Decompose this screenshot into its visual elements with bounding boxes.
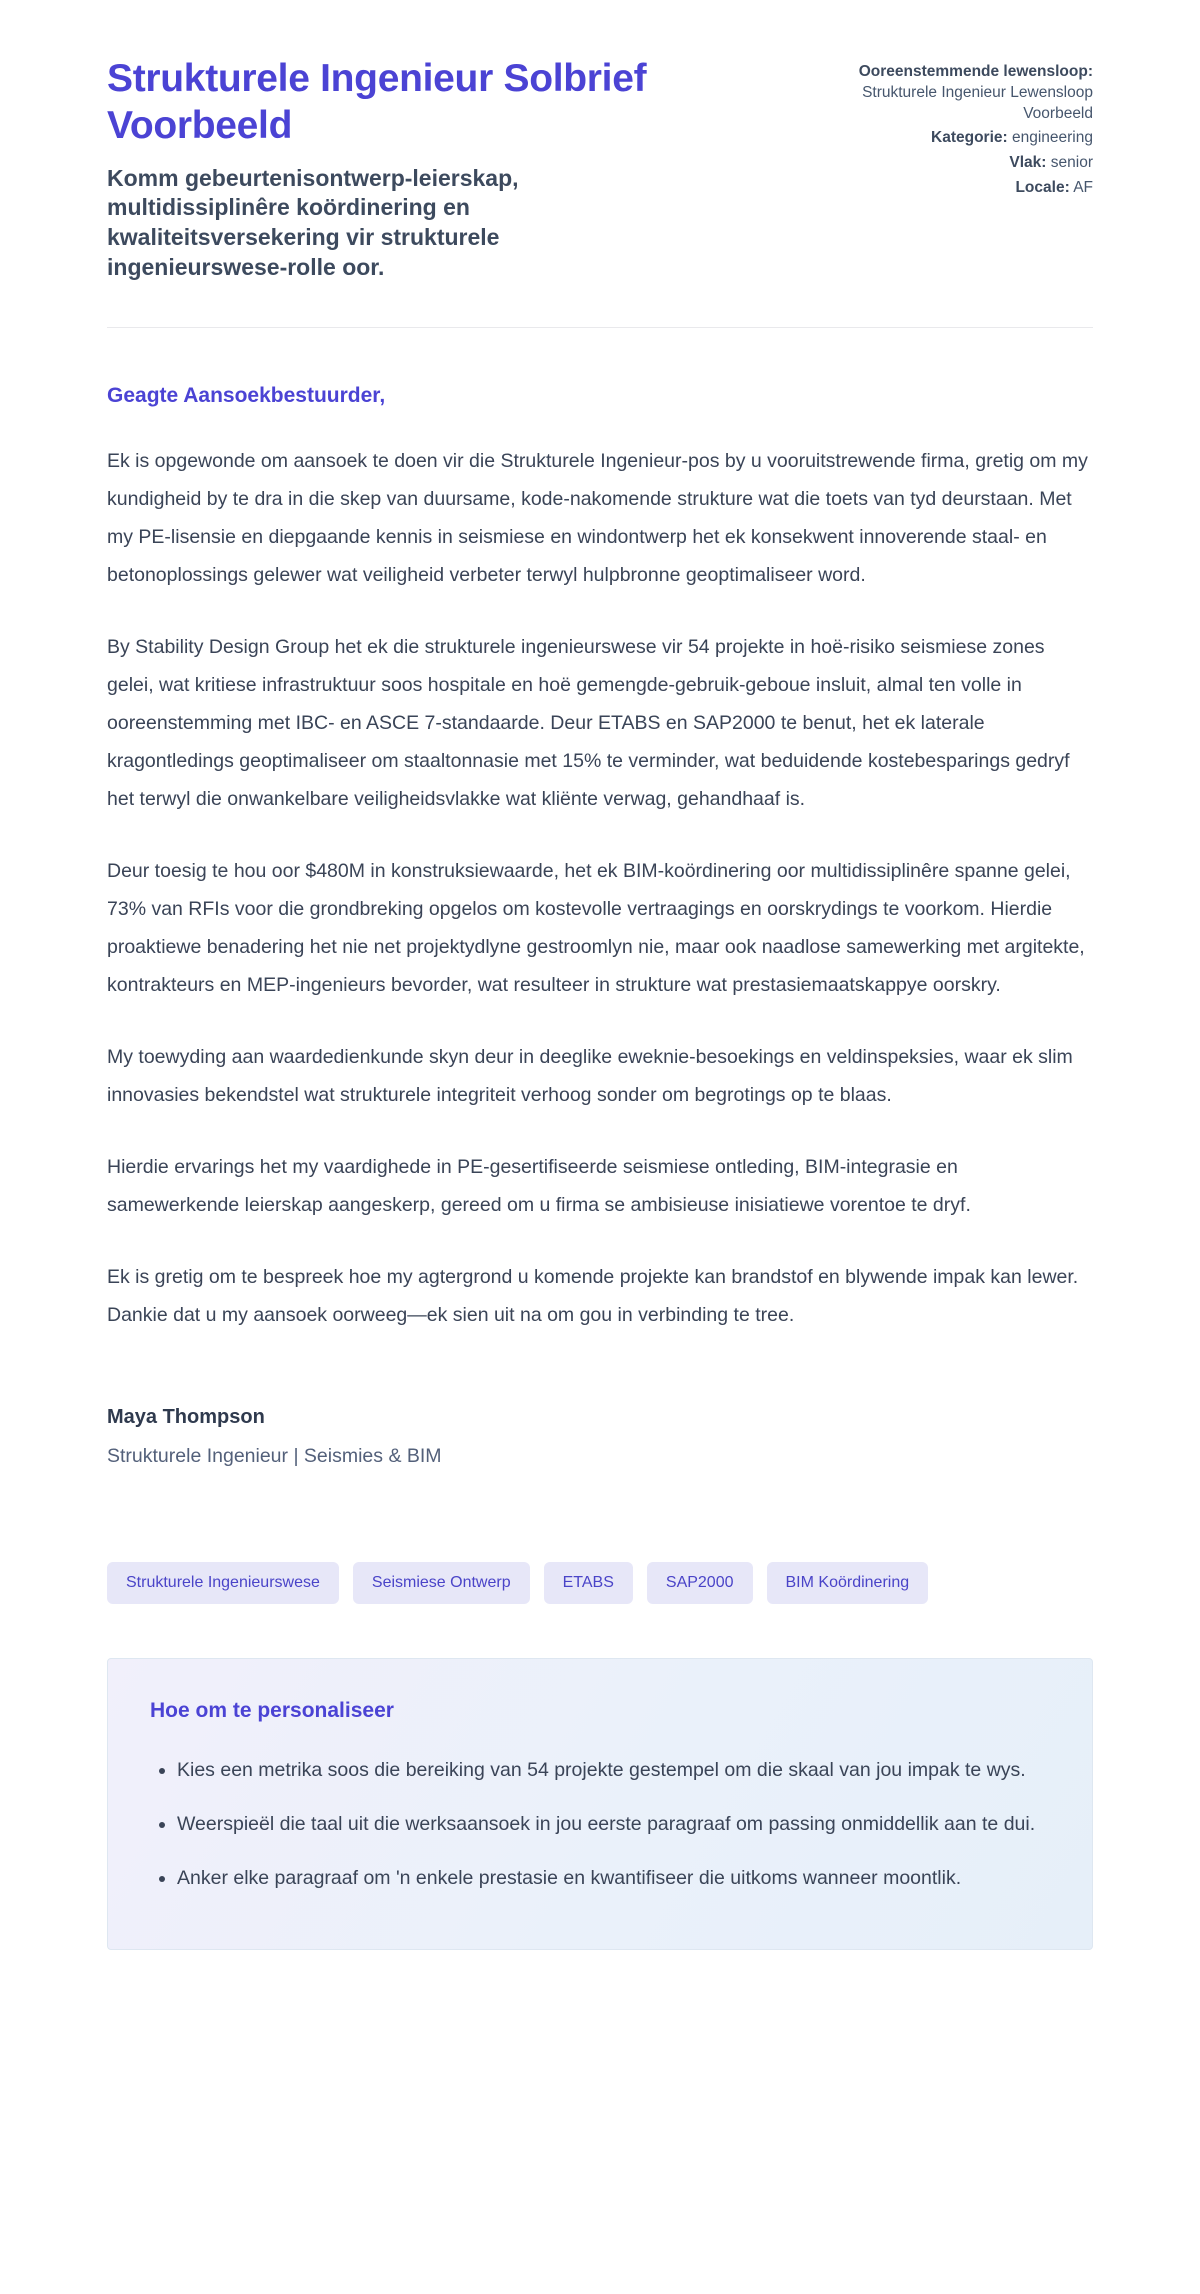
header-title-block xyxy=(107,56,747,283)
signature-role: Strukturele Ingenieur | Seismies & BIM xyxy=(107,1445,442,1468)
tip-item: • Kies een metrika soos die bereiking van 54 projekte gestempel om die skaal van jou impak te wys. xyxy=(177,1751,1048,1789)
tag-seismic-design[interactable]: Seismiese Ontwerp xyxy=(353,1562,530,1604)
tag-etabs[interactable]: ETABS xyxy=(544,1562,633,1604)
meta-label: Vlak: xyxy=(1009,154,1047,172)
metadata-panel xyxy=(835,56,1093,203)
personalization-tips-box xyxy=(107,1658,1093,1950)
signature-name: Maya Thompson xyxy=(107,1406,265,1429)
meta-row-category xyxy=(835,128,1093,149)
skill-tags xyxy=(107,1562,1093,1604)
tag-sap2000[interactable]: SAP2000 xyxy=(647,1562,753,1604)
meta-value: AF xyxy=(1073,178,1093,196)
tip-item: • Anker elke paragraaf om 'n enkele prestasie en kwantifiseer die uitkoms wanneer moontlik. xyxy=(177,1859,1048,1897)
letter-paragraph: Hierdie ervarings het my vaardighede in PE-gesertifiseerde seismiese ontleding, BIM-integrasie en samewerkende leierskap aangeskerp, gereed om u firma se ambisieuse inisiatiewe vorentoe te dryf. xyxy=(107,1156,971,1217)
letter-paragraph: Ek is gretig om te bespreek hoe my agtergrond u komende projekte kan brandstof en blywende impak kan lewer. Dankie dat u my aansoek oorweeg—ek sien uit na om gou in verbinding te tree. xyxy=(107,1266,1079,1327)
meta-value: senior xyxy=(1050,154,1093,172)
tips-heading: Hoe om te personaliseer xyxy=(150,1699,394,1723)
letter-paragraph: By Stability Design Group het ek die strukturele ingenieurswese vir 54 projekte in hoë-risiko seismiese zones gelei, wat kritiese infrastruktuur soos hospitale en hoë gemengde-gebruik-geboue insluit, almal ten volle in ooreenstemming met IBC- en ASCE 7-standaarde. Deur ETABS en SAP2000 te benut, het ek laterale kragontledings geoptimaliseer om staaltonnasie met 15% te verminder, wat beduidende kostebesparings gedryf het terwyl die onwankelbare veiligheidsvlakke wat kliënte verwag, gehandhaaf is. xyxy=(107,636,1070,811)
letter-body xyxy=(107,384,1093,1468)
meta-row-level xyxy=(835,153,1093,174)
letter-paragraph: My toewyding aan waardedienkunde skyn deur in deeglike eweknie-besoekings en veldinspeksies, waar ek slim innovasies bekendstel wat strukturele integriteit verhoog sonder om begrotings op te blaas. xyxy=(107,1046,1073,1107)
meta-value: engineering xyxy=(1011,129,1093,147)
letter-paragraph: Deur toesig te hou oor $480M in konstruksiewaarde, het ek BIM-koördinering oor multidissiplinêre spanne gelei, 73% van RFIs voor die grondbreking opgelos om kostevolle vertraagings en oorskrydings te voorkom. Hierdie proaktiewe benadering het nie net projektydlyne gestroomlyn nie, maar ook naadlose samewerking met argitekte, kontrakteurs en MEP-ingenieurs bevorder, wat resulteer in strukture wat prestasiemaatskappye oorskry. xyxy=(107,860,1085,997)
meta-label: Ooreenstemmende lewensloop: xyxy=(858,63,1093,80)
tag-structural-engineering[interactable]: Strukturele Ingenieurswese xyxy=(107,1562,339,1604)
tag-bim-coordination[interactable]: BIM Koördinering xyxy=(767,1562,929,1604)
meta-row-matching-resume xyxy=(835,62,1093,124)
meta-row-locale xyxy=(835,178,1093,199)
letter-paragraph: Ek is opgewonde om aansoek te doen vir die Strukturele Ingenieur-pos by u vooruitstrewende firma, gretig om my kundigheid by te dra in die skep van duursame, kode-nakomende strukture wat die toets van tyd deurstaan. Met my PE-lisensie en diepgaande kennis in seismiese en windontwerp het ek konsekwent innoverende staal- en betonoplossings gelewer wat veiligheid verbeter terwyl hulpbronne geoptimaliseer word. xyxy=(107,450,1088,587)
meta-value: Strukturele Ingenieur Lewensloop Voorbeeld xyxy=(862,83,1093,122)
tip-item: • Weerspieël die taal uit die werksaansoek in jou eerste paragraaf om passing onmiddellik aan te dui. xyxy=(177,1805,1048,1843)
page-subtitle: Komm gebeurtenisontwerp-leierskap, multidissiplinêre koördinering en kwaliteitsversekering vir strukturele ingenieurswese-rolle oor. xyxy=(107,164,519,281)
page-header xyxy=(107,56,1093,283)
meta-label: Locale: xyxy=(1015,178,1070,196)
cover-letter-page xyxy=(107,0,1093,2020)
meta-label: Kategorie: xyxy=(931,129,1008,147)
tips-list xyxy=(150,1751,1048,1897)
letter-greeting: Geagte Aansoekbestuurder, xyxy=(107,384,386,408)
page-title: Strukturele Ingenieur Solbrief Voorbeeld xyxy=(107,57,647,147)
header-divider xyxy=(107,327,1093,328)
